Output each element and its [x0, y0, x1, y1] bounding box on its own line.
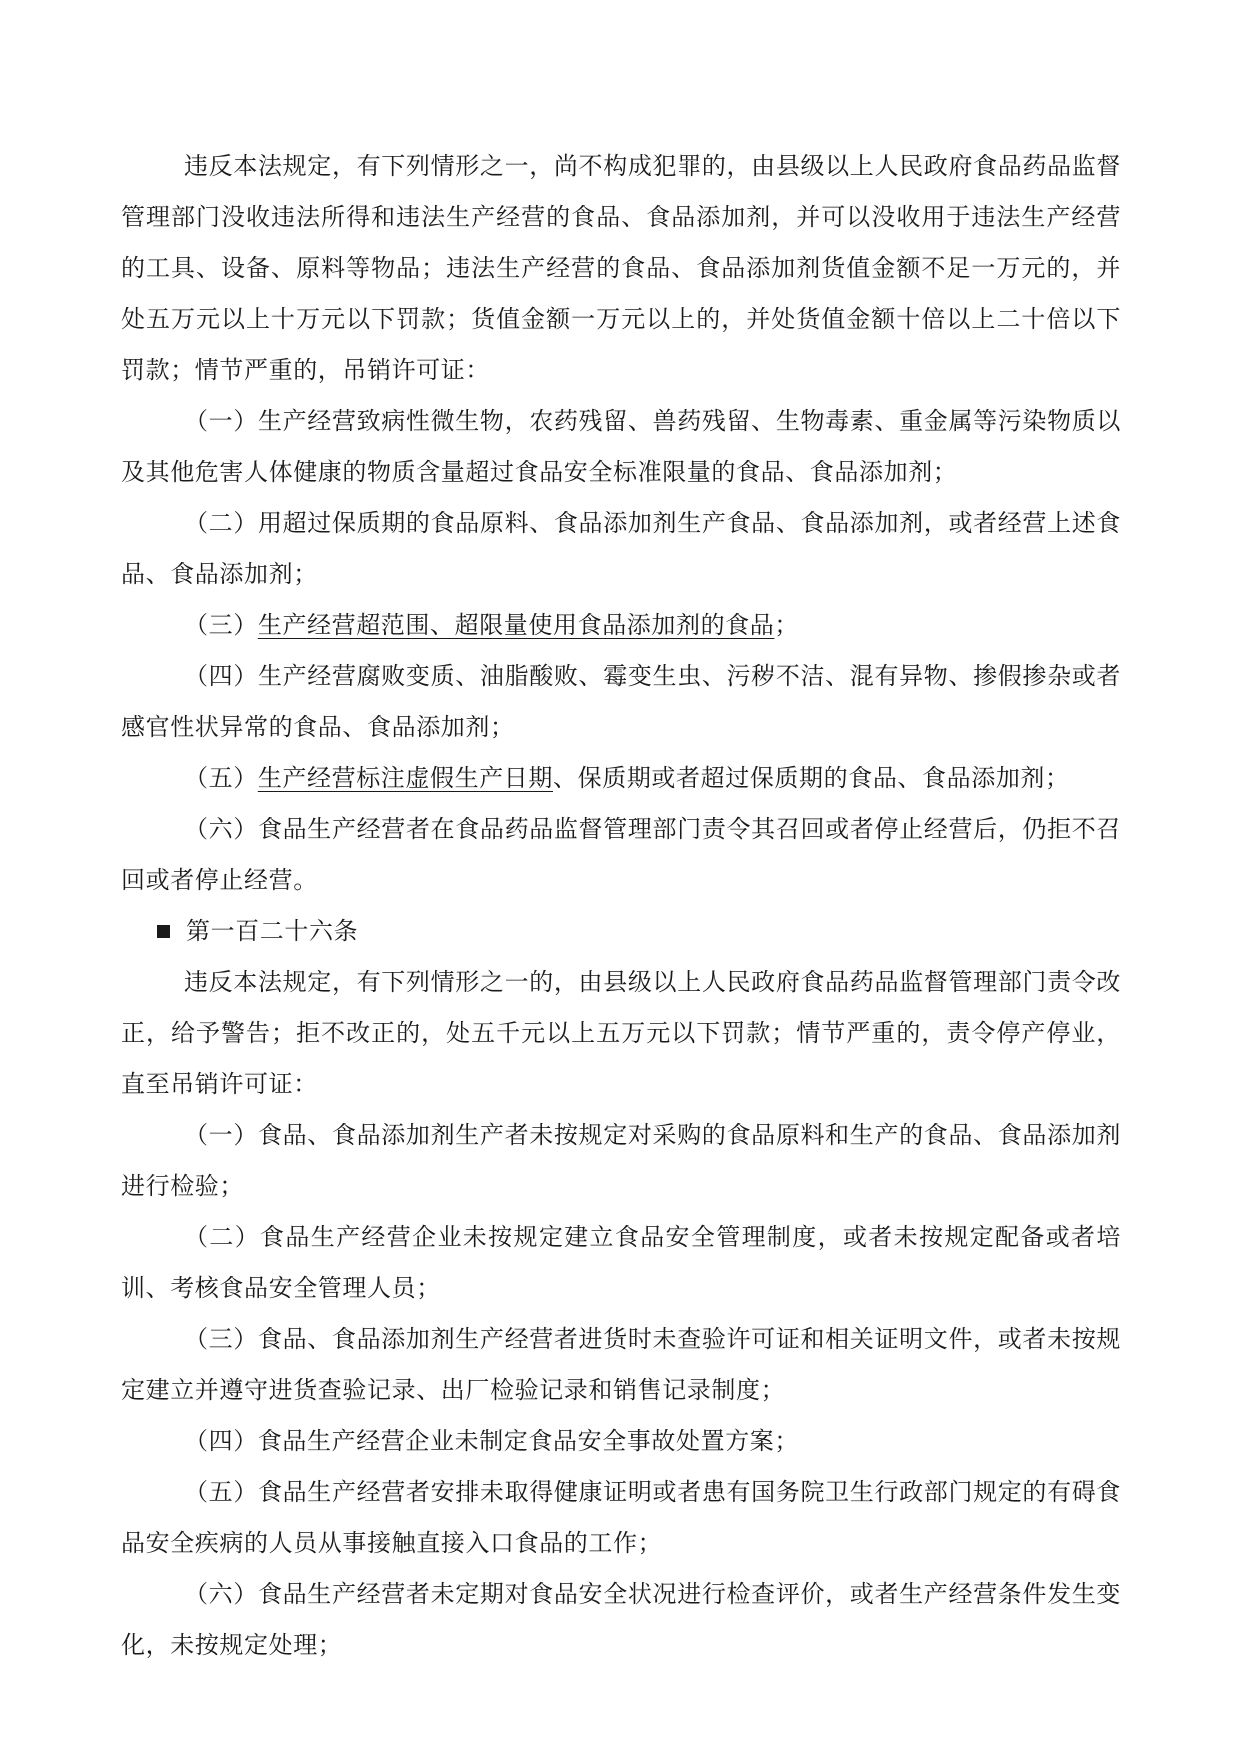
article-title: 第一百二十六条	[186, 917, 359, 945]
list-item-125-6	[121, 804, 1121, 906]
underlined-text: 生产经营超范围、超限量使用食品添加剂的食品	[257, 611, 775, 639]
list-item-125-4	[121, 651, 1121, 753]
list-item-126-1	[121, 1110, 1121, 1212]
list-item-126-6	[121, 1569, 1121, 1671]
underlined-text: 生产经营标注虚假生产日期	[257, 764, 554, 792]
list-item-125-3	[121, 600, 1121, 651]
list-item-text: （六）食品生产经营者在食品药品监督管理部门责令其召回或者停止经营后，仍拒不召回或者停止经营。	[121, 815, 1121, 894]
article-heading	[121, 906, 1121, 957]
list-item-text: （五）	[184, 764, 258, 792]
list-item-text: ；	[774, 611, 800, 639]
list-item-125-2	[121, 498, 1121, 600]
list-item-text: （四）生产经营腐败变质、油脂酸败、霉变生虫、污秽不洁、混有异物、掺假掺杂或者感官性状异常的食品、食品添加剂；	[121, 662, 1121, 741]
paragraph-intro-125	[121, 141, 1121, 396]
list-item-text: （五）食品生产经营者安排未取得健康证明或者患有国务院卫生行政部门规定的有碍食品安全疾病的人员从事接触直接入口食品的工作；	[121, 1478, 1121, 1557]
square-bullet-icon	[157, 925, 170, 938]
list-item-text: （四）食品生产经营企业未制定食品安全事故处置方案；	[184, 1427, 799, 1455]
list-item-126-3	[121, 1314, 1121, 1416]
list-item-125-1	[121, 396, 1121, 498]
list-item-text: （一）食品、食品添加剂生产者未按规定对采购的食品原料和生产的食品、食品添加剂进行检验；	[121, 1121, 1121, 1200]
list-item-text: （一）生产经营致病性微生物，农药残留、兽药残留、生物毒素、重金属等污染物质以及其他危害人体健康的物质含量超过食品安全标准限量的食品、食品添加剂；	[121, 407, 1121, 486]
list-item-126-2	[121, 1212, 1121, 1314]
list-item-text: 、保质期或者超过保质期的食品、食品添加剂；	[553, 764, 1070, 792]
paragraph-text: 违反本法规定，有下列情形之一的，由县级以上人民政府食品药品监督管理部门责令改正，给予警告；拒不改正的，处五千元以上五万元以下罚款；情节严重的，责令停产停业，直至吊销许可证：	[121, 968, 1121, 1098]
list-item-text: （二）食品生产经营企业未按规定建立食品安全管理制度，或者未按规定配备或者培训、考核食品安全管理人员；	[121, 1223, 1121, 1302]
list-item-126-5	[121, 1467, 1121, 1569]
list-item-text: （二）用超过保质期的食品原料、食品添加剂生产食品、食品添加剂，或者经营上述食品、食品添加剂；	[121, 509, 1121, 588]
list-item-126-4	[121, 1416, 1121, 1467]
list-item-text: （三）	[184, 611, 258, 639]
list-item-text: （三）食品、食品添加剂生产经营者进货时未查验许可证和相关证明文件，或者未按规定建立并遵守进货查验记录、出厂检验记录和销售记录制度；	[121, 1325, 1121, 1404]
list-item-125-5	[121, 753, 1121, 804]
document-body	[121, 141, 1121, 1671]
list-item-text: （六）食品生产经营者未定期对食品安全状况进行检查评价，或者生产经营条件发生变化，未按规定处理；	[121, 1580, 1121, 1659]
paragraph-intro-126	[121, 957, 1121, 1110]
paragraph-text: 违反本法规定，有下列情形之一，尚不构成犯罪的，由县级以上人民政府食品药品监督管理部门没收违法所得和违法生产经营的食品、食品添加剂，并可以没收用于违法生产经营的工具、设备、原料等物品；违法生产经营的食品、食品添加剂货值金额不足一万元的，并处五万元以上十万元以下罚款；货值金额一万元以上的，并处货值金额十倍以上二十倍以下罚款；情节严重的，吊销许可证：	[121, 152, 1121, 384]
